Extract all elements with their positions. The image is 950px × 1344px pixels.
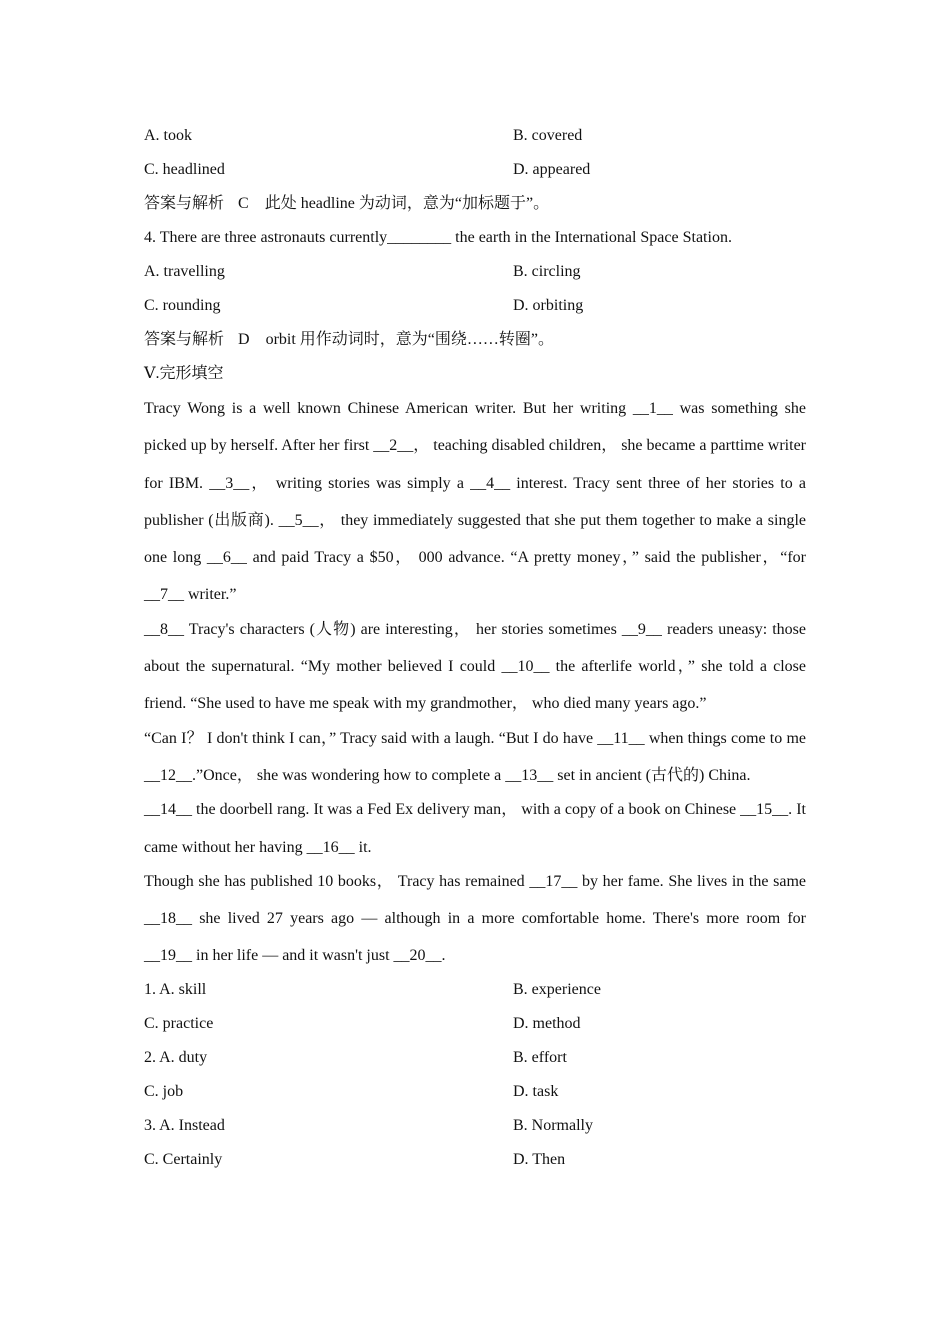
cloze-1-option-c: C. practice	[144, 1014, 214, 1032]
cloze-3-option-d: D. Then	[513, 1150, 566, 1168]
q4-answer-letter: D	[238, 331, 250, 348]
passage-paragraph-5: Though she has published 10 books， Tracy has remained __17__ by her fame. She lives in the same __18__ she lived 27 years ago — although in a more comfortable home. There's more room for __19__ in her life — and it wasn't just __20__.	[144, 872, 806, 965]
q3-options-row-1	[144, 124, 806, 158]
cloze-1-options-row-1	[144, 978, 806, 1012]
cloze-2-options-row-2	[144, 1080, 806, 1114]
q4-option-d: D. orbiting	[513, 297, 584, 314]
q3-option-c: C. headlined	[144, 161, 225, 178]
cloze-2-options-row-1	[144, 1046, 806, 1080]
cloze-1-option-a: 1. A. skill	[144, 980, 207, 998]
q4-options-row-1	[144, 260, 806, 294]
cloze-2-option-d: D. task	[513, 1082, 559, 1100]
cloze-3-option-b: B. Normally	[513, 1116, 593, 1134]
q3-answer-letter: C	[238, 195, 249, 212]
q4-answer-label: 答案与解析	[144, 331, 225, 348]
passage-paragraph-1: Tracy Wong is a well known Chinese American writer. But her writing __1__ was something she picked up by herself. After her first __2__， teaching disabled children， she became a parttime writer for IBM. __3__， writing stories was simply a __4__ interest. Tracy sent three of her stories to a publisher (出版商). __5__， they immediately suggested that she put them together to make a single one long __6__ and paid Tracy a $50， 000 advance. “A pretty money，” said the publisher，“for __7__ writer.”	[144, 400, 806, 604]
q4-option-b: B. circling	[513, 263, 581, 280]
cloze-3-option-c: C. Certainly	[144, 1150, 223, 1168]
document-page	[144, 124, 806, 1182]
cloze-1-options-row-2	[144, 1012, 806, 1046]
cloze-3-options-row-2	[144, 1148, 806, 1182]
cloze-2-option-b: B. effort	[513, 1048, 567, 1066]
q4-option-c: C. rounding	[144, 297, 221, 314]
q3-answer-label: 答案与解析	[144, 195, 225, 212]
q3-option-a: A. took	[144, 127, 192, 144]
q3-answer	[144, 192, 806, 226]
cloze-3-options-row-1	[144, 1114, 806, 1148]
passage-paragraph-2: __8__ Tracy's characters (人物) are interesting， her stories sometimes __9__ readers uneasy: those about the supernatural. “My mother believed I could __10__ the afterlife world，” she told a close friend. “She used to have me speak with my grandmother， who died many years ago.”	[144, 620, 807, 713]
q4-option-a: A. travelling	[144, 263, 225, 280]
passage-paragraph-4: __14__ the doorbell rang. It was a Fed Ex delivery man， with a copy of a book on Chinese __15__. It came without her having __16__ it.	[144, 801, 806, 856]
cloze-2-option-c: C. job	[144, 1082, 184, 1100]
passage-paragraph-3: “Can I？ I don't think I can，” Tracy said with a laugh. “But I do have __11__ when things come to me __12__.”Once， she was wondering how to complete a __13__ set in ancient (古代的) China.	[144, 729, 806, 784]
q3-options-row-2	[144, 158, 806, 192]
cloze-3-option-a: 3. A. Instead	[144, 1116, 225, 1134]
q4-question: 4. There are three astronauts currently________ the earth in the International Space Station.	[144, 229, 732, 246]
q4-answer-text: orbit 用作动词时，意为“围绕……转圈”。	[265, 331, 555, 348]
q4-options-row-2	[144, 294, 806, 328]
q4-answer	[144, 328, 806, 362]
section-title: Ⅴ.完形填空	[144, 365, 224, 382]
cloze-1-option-b: B. experience	[513, 980, 601, 998]
cloze-1-option-d: D. method	[513, 1014, 581, 1032]
q3-option-d: D. appeared	[513, 161, 591, 178]
cloze-2-option-a: 2. A. duty	[144, 1048, 208, 1066]
q3-option-b: B. covered	[513, 127, 583, 144]
q3-answer-text: 此处 headline 为动词，意为“加标题于”。	[264, 195, 550, 212]
